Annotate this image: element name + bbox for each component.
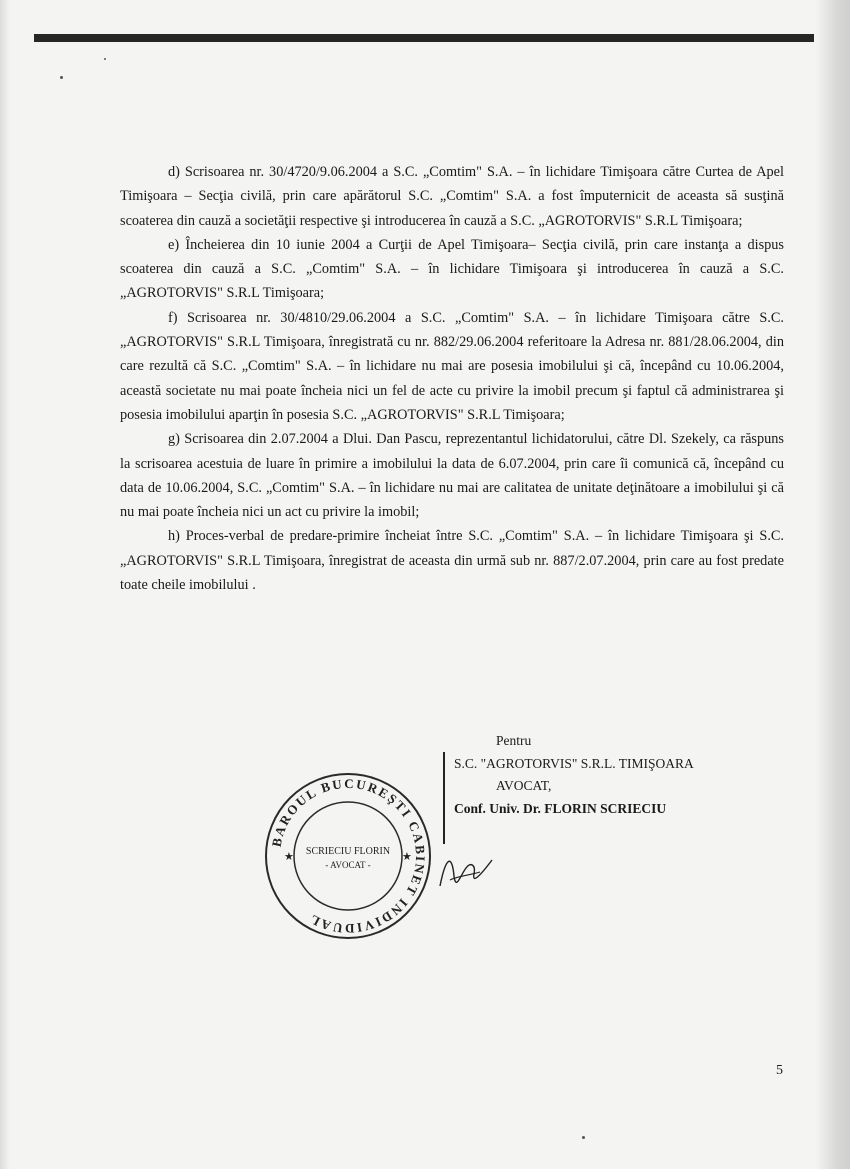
stamp-inner-line2: - AVOCAT -: [325, 860, 371, 870]
lawyer-stamp: [262, 770, 434, 942]
stamp-inner-line1: SCRIECIU FLORIN: [305, 846, 391, 857]
paragraph-f: f) Scrisoarea nr. 30/4810/29.06.2004 a S.C. „Comtim" S.A. – în lichidare Timişoara către S.C. „AGROTORVIS" S.R.L Timişoara, înregistrată cu nr. 882/29.06.2004 referitoare la Adresa nr. 881/28.06.2004, din care rezultă că S.C. „Comtim" S.A. – în lichidare nu mai are posesia imobilului şi că, începând cu 10.06.2004, această societate nu mai poate încheia nici un fel de acte cu privire la imobil precum şi faptul că administrarea şi posesia imobilului aparţin în posesia S.C. „AGROTORVIS" S.R.L Timişoara;: [120, 309, 784, 423]
scan-left-edge: [0, 0, 10, 1169]
stamp-star-left-icon: ★: [284, 850, 294, 863]
paragraph-g: g) Scrisoarea din 2.07.2004 a Dlui. Dan Pascu, reprezentantul lichidatorului, către Dl. Szekely, ca răspuns la scrisoarea acestuia de luare în primire a imobilului la data de 6.07.2004, prin care îi comunică că, începând cu data de 10.06.2004, S.C. „Comtim" S.A. – în lichidare nu mai are calitatea de unitate deţinătoare a imobilului şi că nu mai poate încheia nici un act cu privire la imobil;: [120, 431, 784, 521]
signature-company: S.C. "AGROTORVIS" S.R.L. TIMIŞOARA: [454, 755, 694, 771]
paragraph-e: e) Încheierea din 10 iunie 2004 a Curţii de Apel Timişoara– Secţia civilă, prin care instanţa a dispus scoaterea din cauză a S.C. „Comtim" S.A. – în lichidare Timişoara şi introducerea în cauză a S.C. „AGROTORVIS" S.R.L Timişoara;: [120, 236, 784, 302]
stamp-star-right-icon: ★: [402, 850, 412, 863]
signature-name: Conf. Univ. Dr. FLORIN SCRIECIU: [454, 800, 667, 816]
page-number: 5: [776, 1063, 783, 1078]
signature-role: AVOCAT,: [496, 778, 552, 793]
scan-speck: [582, 1136, 585, 1139]
signature-rule: [443, 752, 445, 844]
signature-block: [454, 730, 794, 820]
scan-speck: [104, 58, 106, 60]
scan-speck: [60, 76, 63, 79]
scan-right-shadow: [816, 0, 850, 1169]
body-text: [120, 160, 784, 597]
paragraph-h: h) Proces-verbal de predare-primire încheiat între S.C. „Comtim" S.A. – în lichidare Timişoara şi S.C. „AGROTORVIS" S.R.L Timişoara, înregistrat de aceasta din urmă sub nr. 887/2.07.2004, prin care au fost predate toate cheile imobilului .: [120, 528, 784, 594]
scan-top-band: [34, 34, 814, 42]
paragraph-d: d) Scrisoarea nr. 30/4720/9.06.2004 a S.C. „Comtim" S.A. – în lichidare Timişoara către Curtea de Apel Timişoara – Secţia civilă, prin care apărătorul S.C. „Comtim" S.A. a fost împuternicit de aceasta să susţină scoaterea din cauză a societăţii respective şi introducerea în cauză a S.C. „AGROTORVIS" S.R.L Timişoara;: [120, 164, 784, 229]
stamp-outer-text: BAROUL BUCUREŞTI CABINET INDIVIDUAL: [268, 775, 429, 937]
handwritten-signature: [436, 846, 496, 896]
signature-pentru: Pentru: [496, 733, 532, 748]
